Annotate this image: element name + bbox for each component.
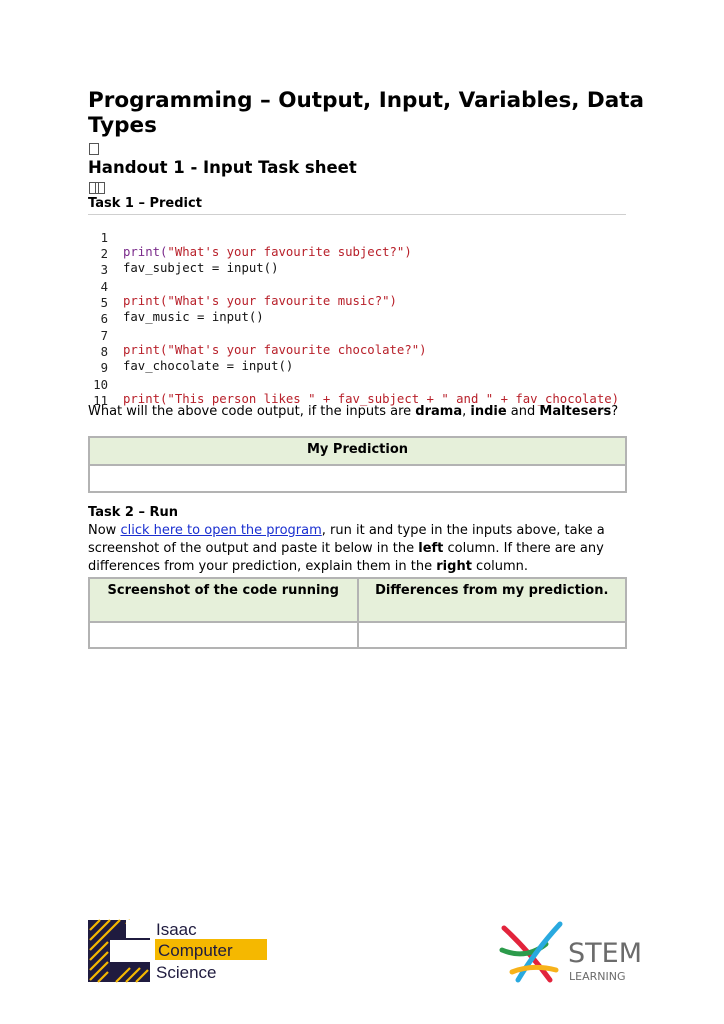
- page-title: Programming – Output, Input, Variables, Data Types: [88, 88, 645, 138]
- logo-line-3: Science: [156, 963, 217, 982]
- line-number: 3: [100, 263, 108, 277]
- instruction-text: Now: [88, 523, 121, 538]
- code-text: fav_chocolate = input(): [123, 359, 294, 373]
- question-text: ?: [611, 404, 619, 419]
- line-number: 7: [100, 329, 108, 343]
- task1-heading: Task 1 – Predict: [88, 196, 202, 211]
- prediction-header: My Prediction: [89, 437, 626, 465]
- code-text: print("What's your favourite chocolate?"): [123, 343, 427, 357]
- question-text: What will the above code output, if the inputs are: [88, 404, 416, 419]
- code-text: print("What's your favourite subject?"): [123, 245, 412, 259]
- line-number: 10: [93, 378, 108, 392]
- input-value: drama: [415, 404, 463, 419]
- stem-logo-word: STEM: [568, 938, 642, 969]
- input-value: indie: [470, 404, 507, 419]
- instruction-text: , run it and type in the inputs above, take a screenshot of the output and paste it below in the: [88, 523, 605, 556]
- prediction-table: [88, 436, 627, 493]
- instruction-text: column. If there are any differences from your prediction, explain them in the: [88, 541, 604, 574]
- open-program-link[interactable]: click here to open the program: [120, 523, 322, 538]
- task1-question: [88, 403, 628, 421]
- emphasis-text: right: [436, 559, 472, 574]
- task2-instructions: [88, 522, 628, 576]
- line-number: 4: [100, 280, 108, 294]
- differences-header: Differences from my prediction.: [358, 578, 627, 622]
- missing-glyph-icon: [95, 182, 105, 194]
- code-line: [88, 380, 118, 408]
- code-line: [88, 347, 118, 375]
- question-text: ,: [462, 404, 471, 419]
- code-line: [88, 249, 118, 277]
- line-number: 8: [100, 345, 108, 359]
- missing-glyph-icon: [89, 143, 99, 155]
- line-number: 5: [100, 296, 108, 310]
- question-text: and: [506, 404, 540, 419]
- code-text: fav_music = input(): [123, 310, 264, 324]
- handout-title: Handout 1 - Input Task sheet: [88, 158, 357, 177]
- emphasis-text: left: [418, 541, 444, 556]
- code-text: print("What's your favourite music?"): [123, 294, 397, 308]
- task2-heading: Task 2 – Run: [88, 505, 178, 520]
- line-number: 9: [100, 361, 108, 375]
- code-text: print("This person likes " + fav_subject + " and " + fav_chocolate): [123, 392, 620, 406]
- screenshot-header: Screenshot of the code running: [89, 578, 358, 622]
- code-line: [88, 217, 412, 259]
- code-line: [88, 298, 118, 326]
- code-string: "What's your favourite subject?"): [167, 245, 412, 259]
- line-number: 11: [93, 394, 108, 408]
- line-number: 6: [100, 312, 108, 326]
- run-table: [88, 577, 627, 649]
- code-listing: [88, 214, 626, 408]
- stem-logo-sub: LEARNING: [569, 970, 626, 983]
- differences-cell[interactable]: [358, 622, 627, 648]
- screenshot-cell[interactable]: [89, 622, 358, 648]
- logo-line-2: Computer: [158, 941, 233, 960]
- prediction-cell[interactable]: [89, 465, 626, 492]
- input-value: Maltesers: [539, 404, 612, 419]
- line-number: 2: [100, 247, 108, 261]
- isaac-computer-science-logo: [86, 918, 276, 984]
- stem-learning-logo: [498, 920, 653, 986]
- code-text: fav_subject = input(): [123, 261, 279, 275]
- line-number: 1: [100, 231, 108, 245]
- logo-line-1: Isaac: [156, 920, 197, 939]
- instruction-text: column.: [471, 559, 529, 574]
